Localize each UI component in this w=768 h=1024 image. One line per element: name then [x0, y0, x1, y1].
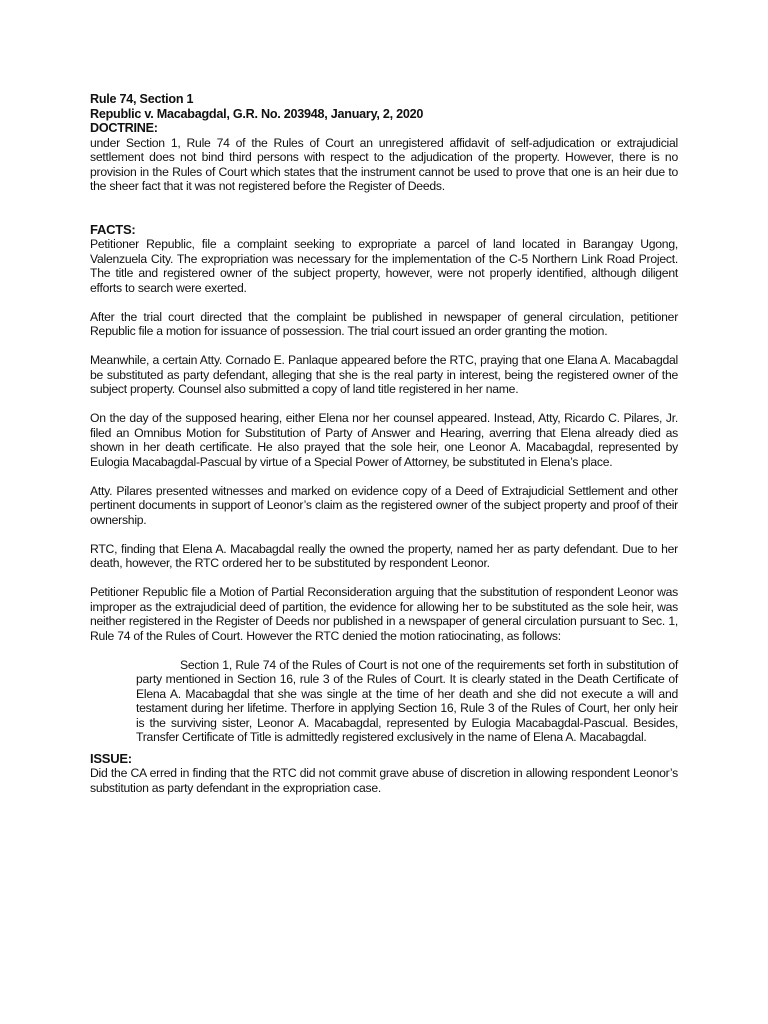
- spacer: [90, 745, 678, 752]
- facts-paragraph: Petitioner Republic, file a complaint seeking to expropriate a parcel of land located in Barangay Ugong, Valenzuela City. The expropriation was necessary for the implementation of the C-5 Northern Link Road Project. The title and registered owner of the subject property, however, were not properly identified, although diligent efforts to search were exerted.: [90, 237, 678, 295]
- facts-paragraph: Petitioner Republic file a Motion of Partial Reconsideration arguing that the substitution of respondent Leonor was improper as the extrajudicial deed of partition, the evidence for allowing her to be substituted as the sole heir, was neither registered in the Register of Deeds nor published in a newspaper of general circulation pursuant to Sec. 1, Rule 74 of the Rules of Court. However the RTC denied the motion ratiocinating, as follows:: [90, 585, 678, 643]
- facts-label: FACTS:: [90, 221, 136, 237]
- doctrine-label: DOCTRINE:: [90, 121, 158, 135]
- spacer: [90, 295, 678, 310]
- spacer: [90, 571, 678, 586]
- rule-heading: Rule 74, Section 1: [90, 92, 194, 106]
- spacer: [90, 397, 678, 412]
- spacer: [90, 643, 678, 658]
- spacer: [90, 527, 678, 542]
- facts-paragraph: RTC, finding that Elena A. Macabagdal really the owned the property, named her as party defendant. Due to her death, however, the RTC ordered her to be substituted by respondent Leonor.: [90, 541, 678, 570]
- case-title: Republic v. Macabagdal, G.R. No. 203948, January, 2, 2020: [90, 106, 424, 121]
- spacer: [90, 469, 678, 484]
- issue-label: ISSUE:: [90, 750, 132, 766]
- doctrine-text: under Section 1, Rule 74 of the Rules of Court an unregistered affidavit of self-adjudication or extrajudicial settlement does not bind third persons with respect to the adjudication of the property. However, there is no provision in the Rules of Court which states that the instrument cannot be used to prove that one is an heir due to the sheer fact that it was not registered before the Register of Deeds.: [90, 135, 678, 193]
- issue-text: Did the CA erred in finding that the RTC did not commit grave abuse of discretion in allowing respondent Leonor’s substitution as party defendant in the expropriation case.: [90, 766, 678, 795]
- facts-paragraph: On the day of the supposed hearing, either Elena nor her counsel appeared. Instead, Atty, Ricardo C. Pilares, Jr. filed an Omnibus Motion for Substitution of Party of Answer and Hearing, averring that Elena already died as shown in her death certificate. He also prayed that the sole heir, one Leonor A. Macabagdal, represented by Eulogia Macabagdal-Pascual by virtue of a Special Power of Attorney, be substituted in Elena’s place.: [90, 411, 678, 469]
- facts-paragraph: Meanwhile, a certain Atty. Cornado E. Panlaque appeared before the RTC, praying that one Elana A. Macabagdal be substituted as party defendant, alleging that she is the real party in interest, being the registered owner of the subject property. Counsel also submitted a copy of land title registered in her name.: [90, 353, 678, 396]
- quote-text: Section 1, Rule 74 of the Rules of Court is not one of the requirements set forth in substitution of party mentioned in Section 16, rule 3 of the Rules of Court. It is clearly stated in the Death Certificate of Elena A. Macabagdal that she was single at the time of her death and she did not execute a will and testament during her lifetime. Therfore in applying Section 16, Rule 3 of the Rules of Court, her only heir is the surviving sister, Leonor A. Macabagdal, represented by Eulogia Macabagdal-Pascual. Besides, Transfer Certificate of Title is admittedly registered exclusively in the name of Elena A. Macabagdal.: [136, 657, 678, 744]
- spacer: [90, 339, 678, 354]
- document-page: [90, 92, 678, 795]
- block-quote: [136, 658, 678, 745]
- spacer: [90, 194, 678, 223]
- facts-paragraph: After the trial court directed that the complaint be published in newspaper of general circulation, petitioner Republic file a motion for issuance of possession. The trial court issued an order granting the motion.: [90, 309, 678, 338]
- facts-paragraph: Atty. Pilares presented witnesses and marked on evidence copy of a Deed of Extrajudicial Settlement and other pertinent documents in support of Leonor’s claim as the registered owner of the subject property and proof of their ownership.: [90, 483, 678, 527]
